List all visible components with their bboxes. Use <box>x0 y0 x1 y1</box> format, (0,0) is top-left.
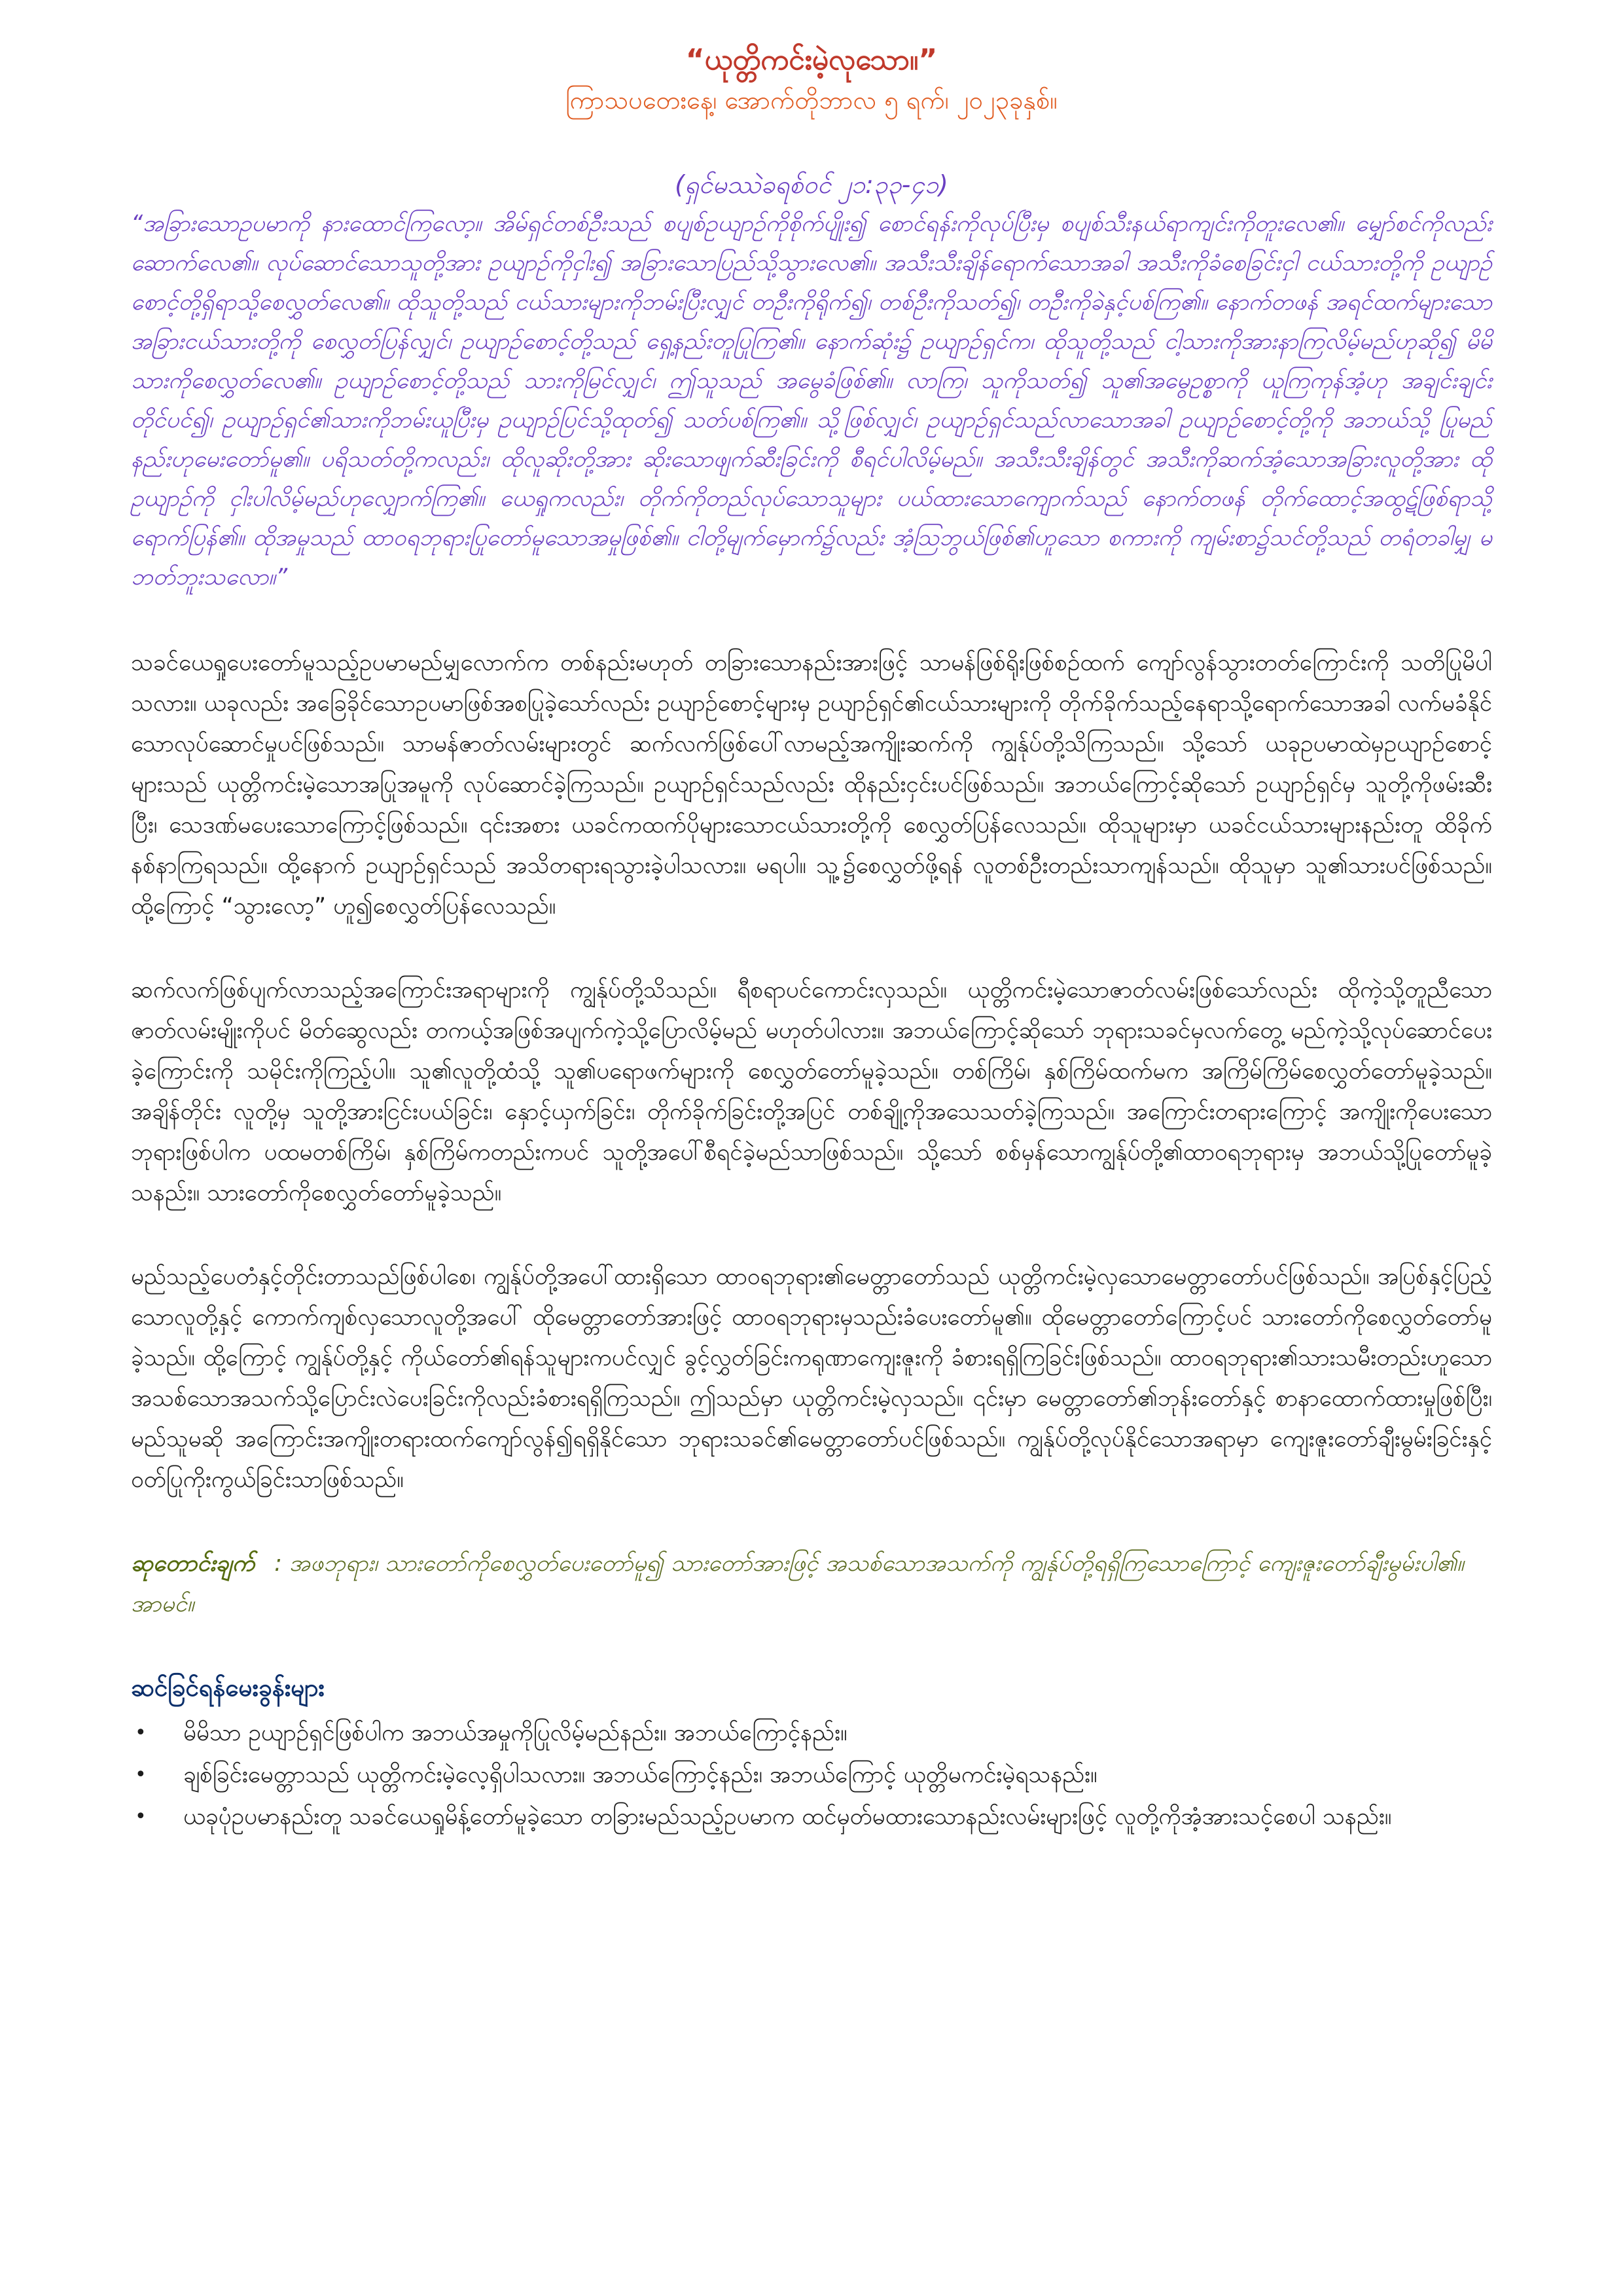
questions-heading: ဆင်ခြင်ရန်မေးခွန်းများ <box>131 1674 325 1702</box>
prayer-text: : အဖဘုရား၊ သားတော်ကိုစေလွှတ်ပေးတော်မူ၍ သားတော်အားဖြင့် အသစ်သောအသက်ကို ကျွန်ုပ်တို့ရရှိကြသောကြောင့် ကျေးဇူးတော်ချီးမွမ်းပါ၏။ အာမင်။ <box>131 1551 1464 1617</box>
question-text: ချစ်ခြင်းမေတ္တာသည် ယုတ္တိကင်းမဲ့လေ့ရှိပါသလား။ အဘယ်ကြောင့်နည်း၊ အဘယ်ကြောင့် ယုတ္တိမကင်းမဲ့ရသနည်း။ <box>183 1762 1097 1788</box>
bullet-icon: • <box>135 1721 147 1744</box>
bullet-icon: • <box>135 1763 147 1786</box>
prayer-block <box>131 1543 1492 1624</box>
devotional-title: “ယုတ္တိကင်းမဲ့လုသော။” <box>685 43 938 77</box>
question-item <box>131 1712 1492 1754</box>
scripture-passage: “အခြားသောဥပမာကို နားထောင်ကြလော့။ အိမ်ရှင်တစ်ဦးသည် စပျစ်ဥယျာဉ်ကိုစိုက်ပျိုး၍ စောင်ရန်းကိုလုပ်ပြီးမှ စပျစ်သီးနယ်ရာကျင်းကိုတူးလေ၏။ မျှော်စင်ကိုလည်း ဆောက်လေ၏။ လုပ်ဆောင်သောသူတို့အား ဥယျာဉ်ကိုငှါး၍ အခြားသောပြည်သို့သွားလေ၏။ အသီးသီးချိန်ရောက်သောအခါ အသီးကိုခံစေခြင်းငှါ ငယ်သားတို့ကို ဥယျာဉ်စောင့်တို့ရှိရာသို့စေလွှတ်လေ၏။ ထိုသူတို့သည် ငယ်သားများကိုဘမ်းပြီးလျှင် တဦးကိုရိုက်၍၊ တစ်ဦးကိုသတ်၍၊ တဦးကိုခဲနှင့်ပစ်ကြ၏။ နောက်တဖန် အရင်ထက်များသောအခြားငယ်သားတို့ကို စေလွှတ်ပြန်လျှင်၊ ဥယျာဉ်စောင့်တို့သည် ရှေ့နည်းတူပြုကြ၏။ နောက်ဆုံး၌ ဥယျာဉ်ရှင်က၊ ထိုသူတို့သည် ငါ့သားကိုအားနာကြလိမ့်မည်ဟုဆို၍ မိမိသားကိုစေလွှတ်လေ၏။ ဥယျာဉ်စောင့်တို့သည် သားကိုမြင်လျှင်၊ ဤသူသည် အမွေခံဖြစ်၏။ လာကြ၊ သူကိုသတ်၍ သူ၏အမွေဥစ္စာကို ယူကြကုန်အံ့ဟု အချင်းချင်းတိုင်ပင်၍၊ ဥယျာဉ်ရှင်၏သားကိုဘမ်းယူပြီးမှ ဥယျာဉ်ပြင်သို့ထုတ်၍ သတ်ပစ်ကြ၏။ သို့ဖြစ်လျှင်၊ ဥယျာဉ်ရှင်သည်လာသောအခါ ဥယျာဉ်စောင့်တို့ကို အဘယ်သို့ ပြုမည်နည်းဟုမေးတော်မူ၏။ ပရိသတ်တို့ကလည်း၊ ထိုလူဆိုးတို့အား ဆိုးသောဖျက်ဆီးခြင်းကို စီရင်ပါလိမ့်မည်။ အသီးသီးချိန်တွင် အသီးကိုဆက်အံ့သောအခြားလူတို့အား ထိုဥယျာဉ်ကို ငှါးပါလိမ့်မည်ဟုလျှောက်ကြ၏။ ယေရှုကလည်း၊ တိုက်ကိုတည်လုပ်သောသူများ ပယ်ထားသောကျောက်သည် နောက်တဖန် တိုက်ထောင့်အထွဋ်ဖြစ်ရာသို့ ရောက်ပြန်၏။ ထိုအမှုသည် ထာဝရဘုရားပြုတော်မူသောအမှုဖြစ်၏။ ငါတို့မျက်မှောက်၌လည်း အံ့ဩဘွယ်ဖြစ်၏ဟူသော စကားကို ကျမ်းစာ၌သင်တို့သည် တရံတခါမျှ မဘတ်ဘူးသလော။” <box>131 211 1492 590</box>
question-item <box>131 1796 1492 1838</box>
scripture-reference: (ရှင်မဿဲခရစ်ဝင် ၂၁:၃၃-၄၁) <box>675 170 948 199</box>
questions-list <box>131 1712 1492 1838</box>
body-paragraph-1: သခင်ယေရှုပေးတော်မူသည့်ဥပမာမည်မျှလောက်က တစ်နည်းမဟုတ် တခြားသောနည်းအားဖြင့် သာမန်ဖြစ်ရိုးဖြစ်စဉ်ထက် ကျော်လွန်သွားတတ်ကြောင်းကို သတိပြုမိပါသလား။ ယခုလည်း အခြေခိုင်သောဥပမာဖြစ်အစပြုခဲ့သော်လည်း ဥယျာဉ်စောင့်များမှ ဥယျာဉ်ရှင်၏ငယ်သားများကို တိုက်ခိုက်သည့်နေရာသို့ရောက်သောအခါ လက်မခံနိုင်သောလုပ်ဆောင်မှုပင်ဖြစ်သည်။ သာမန်ဇာတ်လမ်းများတွင် ဆက်လက်ဖြစ်ပေါ်လာမည့်အကျိုးဆက်ကို ကျွန်ုပ်တို့သိကြသည်။ သို့သော် ယခုဥပမာထဲမှဥယျာဉ်စောင့်များသည် ယုတ္တိကင်းမဲ့သောအပြုအမူကို လုပ်ဆောင်ခဲ့ကြသည်။ ဥယျာဉ်ရှင်သည်လည်း ထိုနည်းငှင်းပင်ဖြစ်သည်။ အဘယ်ကြောင့်ဆိုသော် ဥယျာဉ်ရှင်မှ သူတို့ကိုဖမ်းဆီးပြီး၊ သေဒဏ်မပေးသောကြောင့်ဖြစ်သည်။ ၎င်းအစား ယခင်ကထက်ပိုများသောငယ်သားတို့ကို စေလွှတ်ပြန်လေသည်။ ထိုသူများမှာ ယခင်ငယ်သားများနည်းတူ ထိခိုက်နစ်နာကြရသည်။ ထို့နောက် ဥယျာဉ်ရှင်သည် အသိတရားရသွားခဲ့ပါသလား။ မရပါ။ သူ့၌စေလွှတ်ဖို့ရန် လူတစ်ဦးတည်းသာကျန်သည်။ ထိုသူမှာ သူ၏သားပင်ဖြစ်သည်။ ထို့ကြောင့် “သွားလော့” ဟူ၍စေလွှတ်ပြန်လေသည်။ <box>131 650 1492 920</box>
bullet-icon: • <box>135 1805 147 1828</box>
devotional-date: ကြာသပတေးနေ့၊ အောက်တိုဘာလ ၅ ရက်၊ ၂၀၂၃ခုနှစ်။ <box>565 86 1058 115</box>
question-text: ယခုပုံဥပမာနည်းတူ သခင်ယေရှုမိန့်တော်မူခဲ့သော တခြားမည်သည့်ဥပမာက ထင်မှတ်မထားသောနည်းလမ်းများဖြင့် လူတို့ကိုအံ့အားသင့်စေပါ သနည်း။ <box>183 1804 1392 1830</box>
body-paragraph-3: မည်သည့်ပေတံနှင့်တိုင်းတာသည်ဖြစ်ပါစေ၊ ကျွန်ုပ်တို့အပေါ်ထားရှိသော ထာဝရဘုရား၏မေတ္တာတော်သည် ယုတ္တိကင်းမဲ့လှသောမေတ္တာတော်ပင်ဖြစ်သည်။ အပြစ်နှင့်ပြည့်သောလူတို့နှင့် ကောက်ကျစ်လှသောလူတို့အပေါ် ထိုမေတ္တာတော်အားဖြင့် ထာဝရဘုရားမှသည်းခံပေးတော်မူ၏။ ထိုမေတ္တာတော်ကြောင့်ပင် သားတော်ကိုစေလွှတ်တော်မူခဲ့သည်။ ထို့ကြောင့် ကျွန်ုပ်တို့နှင့် ကိုယ်တော်၏ရန်သူများကပင်လျှင် ခွင့်လွှတ်ခြင်းကရုဏာကျေးဇူးကို ခံစားရရှိကြခြင်းဖြစ်သည်။ ထာဝရဘုရား၏သားသမီးတည်းဟူသော အသစ်သောအသက်သို့ပြောင်းလဲပေးခြင်းကိုလည်းခံစားရရှိကြသည်။ ဤသည်မှာ ယုတ္တိကင်းမဲ့လှသည်။ ၎င်းမှာ မေတ္တာတော်၏ဘုန်းတော်နှင့် စာနာထောက်ထားမှုဖြစ်ပြီး၊ မည်သူမဆို အကြောင်းအကျိုးတရားထက်ကျော်လွန်၍ရရှိနိုင်သော ဘုရားသခင်၏မေတ္တာတော်ပင်ဖြစ်သည်။ ကျွန်ုပ်တို့လုပ်နိုင်သောအရာမှာ ကျေးဇူးတော်ချီးမွမ်းခြင်းနှင့် ဝတ်ပြုကိုးကွယ်ခြင်းသာဖြစ်သည်။ <box>131 1264 1492 1493</box>
body-paragraph-2: ဆက်လက်ဖြစ်ပျက်လာသည့်အကြောင်းအရာများကို ကျွန်ုပ်တို့သိသည်။ ရီစရာပင်ကောင်းလှသည်။ ယုတ္တိကင်းမဲ့သောဇာတ်လမ်းဖြစ်သော်လည်း ထိုကဲ့သို့တူညီသော ဇာတ်လမ်းမျိုးကိုပင် မိတ်ဆွေလည်း တကယ့်အဖြစ်အပျက်ကဲ့သို့ပြောလိမ့်မည် မဟုတ်ပါလား။ အဘယ်ကြောင့်ဆိုသော် ဘုရားသခင်မှလက်တွေ့ မည်ကဲ့သို့လုပ်ဆောင်ပေးခဲ့ကြောင်းကို သမိုင်းကိုကြည့်ပါ။ သူ၏လူတို့ထံသို့ သူ၏ပရောဖက်များကို စေလွှတ်တော်မူခဲ့သည်။ တစ်ကြိမ်၊ နှစ်ကြိမ်ထက်မက အကြိမ်ကြိမ်စေလွှတ်တော်မူခဲ့သည်။ အချိန်တိုင်း လူတို့မှ သူတို့အားငြင်းပယ်ခြင်း၊ နှောင့်ယှက်ခြင်း၊ တိုက်ခိုက်ခြင်းတို့အပြင် တစ်ချို့ကိုအသေသတ်ခဲ့ကြသည်။ အကြောင်းတရားကြောင့် အကျိုးကိုပေးသောဘုရားဖြစ်ပါက ပထမတစ်ကြိမ်၊ နှစ်ကြိမ်ကတည်းကပင် သူတို့အပေါ်စီရင်ခဲ့မည်သာဖြစ်သည်။ သို့သော် စစ်မှန်သောကျွန်ုပ်တို့၏ထာဝရဘုရားမှ အဘယ်သို့ပြုတော်မူခဲ့သနည်း။ သားတော်ကိုစေလွှတ်တော်မူခဲ့သည်။ <box>131 977 1492 1206</box>
prayer-label: ဆုတောင်းချက် <box>131 1551 255 1577</box>
question-item <box>131 1754 1492 1796</box>
question-text: မိမိသာ ဥယျာဉ်ရှင်ဖြစ်ပါက အဘယ်အမှုကိုပြုလိမ့်မည်နည်း။ အဘယ်ကြောင့်နည်း။ <box>183 1720 847 1746</box>
